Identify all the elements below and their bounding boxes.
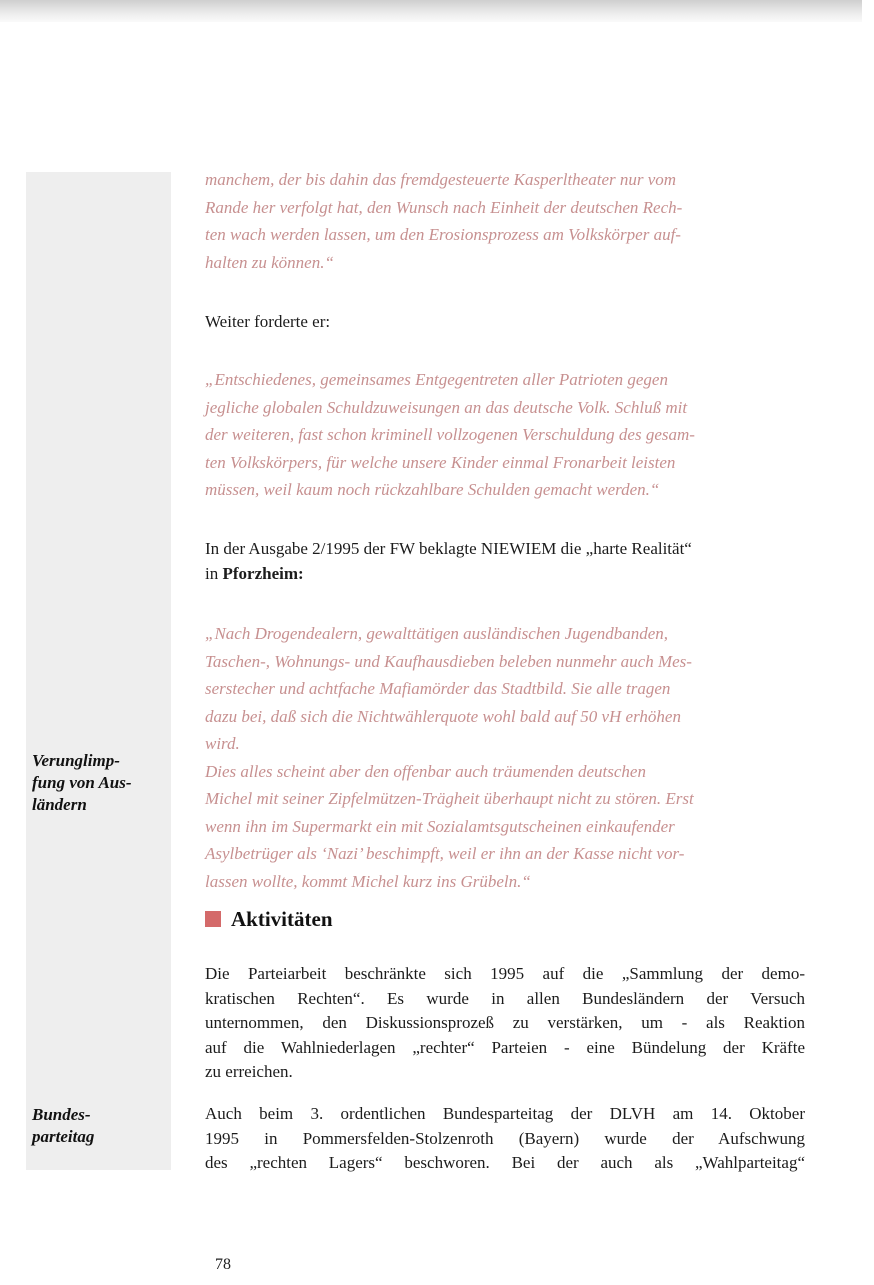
quote-block-2 xyxy=(205,366,805,504)
quote-line: der weiteren, fast schon kriminell vollzogenen Verschuldung des gesam- xyxy=(205,425,695,444)
scan-top-band xyxy=(0,0,862,22)
body-line: Weiter forderte er: xyxy=(205,312,331,331)
quote-line: Asylbetrüger als ‘Nazi’ beschimpft, weil er ihn an der Kasse nicht vor- xyxy=(205,844,685,863)
quote-block-1 xyxy=(205,166,805,276)
paragraph-line: des „rechten Lagers“ beschworen. Bei der auch als „Wahlparteitag“ xyxy=(205,1153,805,1172)
section-heading-text: Aktivitäten xyxy=(231,907,333,931)
quote-line: Taschen-, Wohnungs- und Kaufhausdieben beleben nunmehr auch Mes- xyxy=(205,651,692,671)
quote-line: Dies alles scheint aber den offenbar auch träumenden deutschen xyxy=(205,761,646,781)
intro-line-1: In der Ausgabe 2/1995 der FW beklagte NIEWIEM die „harte Realität“ xyxy=(205,539,692,558)
section-heading xyxy=(205,905,333,933)
paragraph-line: kratischen Rechten“. Es wurde in allen Bundesländern der Versuch xyxy=(205,988,805,1008)
margin-note-bundesparteitag: Bundes- parteitag xyxy=(32,1105,95,1146)
quote-line: „Nach Drogendealern, gewalttätigen ausländischen Jugendbanden, xyxy=(205,624,669,643)
margin-note-verunglimpfung: Verunglimp- fung von Aus- ländern xyxy=(32,751,132,814)
quote-line: serstecher und achtfache Mafiamörder das Stadtbild. Sie alle tragen xyxy=(205,679,671,698)
quote-line: jegliche globalen Schuldzuweisungen an das deutsche Volk. Schluß mit xyxy=(205,397,688,417)
paragraph-line: 1995 in Pommersfelden-Stolzenroth (Bayern) wurde der Aufschwung xyxy=(205,1128,805,1148)
quote-line: ten wach werden lassen, um den Erosionsprozess am Volkskörper auf- xyxy=(205,225,681,244)
quote-line: „Entschiedenes, gemeinsames Entgegentreten aller Patrioten gegen xyxy=(205,370,668,389)
paragraph-line: Die Parteiarbeit beschränkte sich 1995 auf die „Sammlung der demo- xyxy=(205,964,805,983)
paragraph-line: unternommen, den Diskussionsprozeß zu verstärken, um - als Reaktion xyxy=(205,1013,805,1032)
quote-block-3 xyxy=(205,620,805,895)
paragraph-2 xyxy=(205,1102,805,1176)
intro-line-2: in Pforzheim: xyxy=(205,564,304,583)
paragraph-line: auf die Wahlniederlagen „rechter“ Parteien - eine Bündelung der Kräfte xyxy=(205,1037,805,1057)
quote-line: müssen, weil kaum noch rückzahlbare Schulden gemacht werden.“ xyxy=(205,480,660,499)
quote-line: manchem, der bis dahin das fremdgesteuerte Kasperltheater nur vom xyxy=(205,170,677,189)
heading-marker-square xyxy=(205,911,221,927)
quote-line: Michel mit seiner Zipfelmützen-Trägheit überhaupt nicht zu stören. Erst xyxy=(205,789,694,808)
quote-line: Rande her verfolgt hat, den Wunsch nach Einheit der deutschen Rech- xyxy=(205,197,683,217)
quote-line: lassen wollte, kommt Michel kurz ins Grübeln.“ xyxy=(205,871,531,891)
paragraph-line: zu erreichen. xyxy=(205,1062,293,1081)
quote-line: wird. xyxy=(205,734,240,753)
place-name: Pforzheim: xyxy=(222,564,304,583)
margin-column xyxy=(26,172,171,1170)
paragraph-line: Auch beim 3. ordentlichen Bundesparteitag der DLVH am 14. Oktober xyxy=(205,1104,805,1123)
paragraph-1 xyxy=(205,962,805,1085)
quote-line: dazu bei, daß sich die Nichtwählerquote wohl bald auf 50 vH erhöhen xyxy=(205,706,681,726)
quote-line: ten Volkskörpers, für welche unsere Kinder einmal Fronarbeit leisten xyxy=(205,452,676,472)
quote-line: wenn ihn im Supermarkt ein mit Sozialamtsgutscheinen einkaufender xyxy=(205,816,675,836)
page-number: 78 xyxy=(215,1256,231,1273)
quote-line: halten zu können.“ xyxy=(205,252,334,272)
